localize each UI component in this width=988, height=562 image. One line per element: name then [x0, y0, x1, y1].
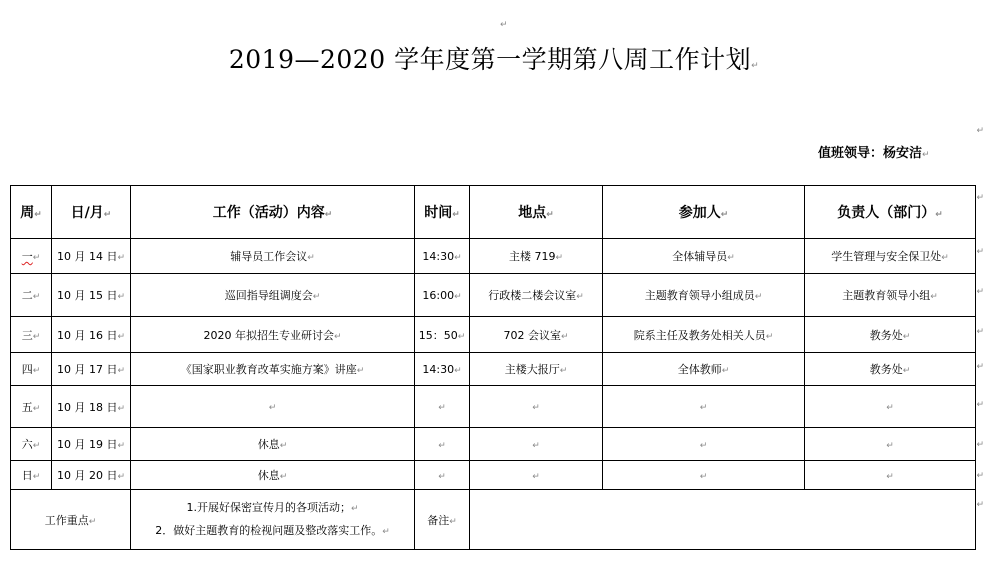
cell-content: 《国家职业教育改革实施方案》讲座↵	[131, 353, 415, 386]
cell-week: 一↵	[11, 239, 52, 274]
cell-owner: 教务处↵	[805, 317, 976, 353]
paragraph-mark: ↵	[500, 20, 508, 30]
work-focus-item: 2．做好主题教育的检视问题及整改落实工作。↵	[155, 523, 390, 537]
cell-attendees: ↵	[603, 461, 805, 490]
cell-content: 2020 年拟招生专业研讨会↵	[131, 317, 415, 353]
cell-week: 日↵	[11, 461, 52, 490]
row-end-mark: ↵	[976, 440, 984, 450]
cell-week: 二↵	[11, 274, 52, 317]
work-focus-row	[11, 490, 976, 550]
cell-week: 四↵	[11, 353, 52, 386]
cell-content: 巡回指导组调度会↵	[131, 274, 415, 317]
header-content: 工作（活动）内容↵	[131, 186, 415, 239]
cell-time: 15：50↵	[415, 317, 470, 353]
cell-attendees: ↵	[603, 428, 805, 461]
cell-time: ↵	[415, 461, 470, 490]
table-row	[11, 239, 976, 274]
duty-leader: 值班领导：杨安洁↵	[818, 146, 930, 161]
cell-attendees: 院系主任及教务处相关人员↵	[603, 317, 805, 353]
cell-time: 14:30↵	[415, 353, 470, 386]
cell-date: 10 月 16 日↵	[52, 317, 131, 353]
cell-place: 行政楼二楼会议室↵	[470, 274, 603, 317]
header-week: 周↵	[11, 186, 52, 239]
row-end-mark: ↵	[976, 362, 984, 372]
row-end-mark: ↵	[976, 287, 984, 297]
header-attendees: 参加人↵	[603, 186, 805, 239]
header-time: 时间↵	[415, 186, 470, 239]
work-focus-item: 1.开展好保密宣传月的各项活动；↵	[186, 500, 359, 514]
table-header-row	[11, 186, 976, 239]
cell-place: 主楼 719↵	[470, 239, 603, 274]
remark-label: 备注↵	[415, 490, 470, 550]
row-end-mark: ↵	[976, 500, 984, 510]
cell-content: 辅导员工作会议↵	[131, 239, 415, 274]
row-end-mark: ↵	[976, 193, 984, 203]
work-focus-items	[131, 490, 415, 550]
cell-attendees: 全体教师↵	[603, 353, 805, 386]
table-row	[11, 317, 976, 353]
cell-date: 10 月 14 日↵	[52, 239, 131, 274]
cell-week: 五↵	[11, 386, 52, 428]
cell-time: 14:30↵	[415, 239, 470, 274]
row-end-mark: ↵	[976, 247, 984, 257]
cell-place: ↵	[470, 386, 603, 428]
row-end-mark: ↵	[976, 400, 984, 410]
cell-owner: 主题教育领导小组↵	[805, 274, 976, 317]
cell-place: 主楼大报厅↵	[470, 353, 603, 386]
cell-owner: ↵	[805, 428, 976, 461]
table-row	[11, 386, 976, 428]
header-place: 地点↵	[470, 186, 603, 239]
remark-value	[470, 490, 976, 550]
cell-time: ↵	[415, 428, 470, 461]
table-row	[11, 428, 976, 461]
cell-date: 10 月 15 日↵	[52, 274, 131, 317]
cell-week: 三↵	[11, 317, 52, 353]
cell-attendees: 全体辅导员↵	[603, 239, 805, 274]
document-title: 2019—2020 学年度第一学期第八周工作计划↵	[228, 45, 760, 74]
weekly-plan-table	[10, 185, 976, 550]
cell-owner: 学生管理与安全保卫处↵	[805, 239, 976, 274]
cell-owner: 教务处↵	[805, 353, 976, 386]
cell-content: 休息↵	[131, 461, 415, 490]
cell-time: 16:00↵	[415, 274, 470, 317]
cell-place: ↵	[470, 428, 603, 461]
cell-place: ↵	[470, 461, 603, 490]
table-row	[11, 274, 976, 317]
cell-date: 10 月 17 日↵	[52, 353, 131, 386]
header-owner: 负责人（部门）↵	[805, 186, 976, 239]
work-focus-label: 工作重点↵	[11, 490, 131, 550]
cell-time: ↵	[415, 386, 470, 428]
cell-end-mark: ↵	[976, 126, 984, 136]
cell-owner: ↵	[805, 461, 976, 490]
cell-week: 六↵	[11, 428, 52, 461]
cell-attendees: 主题教育领导小组成员↵	[603, 274, 805, 317]
header-date: 日/月↵	[52, 186, 131, 239]
cell-owner: ↵	[805, 386, 976, 428]
cell-place: 702 会议室↵	[470, 317, 603, 353]
cell-content: ↵	[131, 386, 415, 428]
cell-date: 10 月 18 日↵	[52, 386, 131, 428]
cell-content: 休息↵	[131, 428, 415, 461]
row-end-mark: ↵	[976, 471, 984, 481]
cell-date: 10 月 19 日↵	[52, 428, 131, 461]
row-end-mark: ↵	[976, 327, 984, 337]
table-row	[11, 461, 976, 490]
cell-attendees: ↵	[603, 386, 805, 428]
cell-date: 10 月 20 日↵	[52, 461, 131, 490]
table-row	[11, 353, 976, 386]
